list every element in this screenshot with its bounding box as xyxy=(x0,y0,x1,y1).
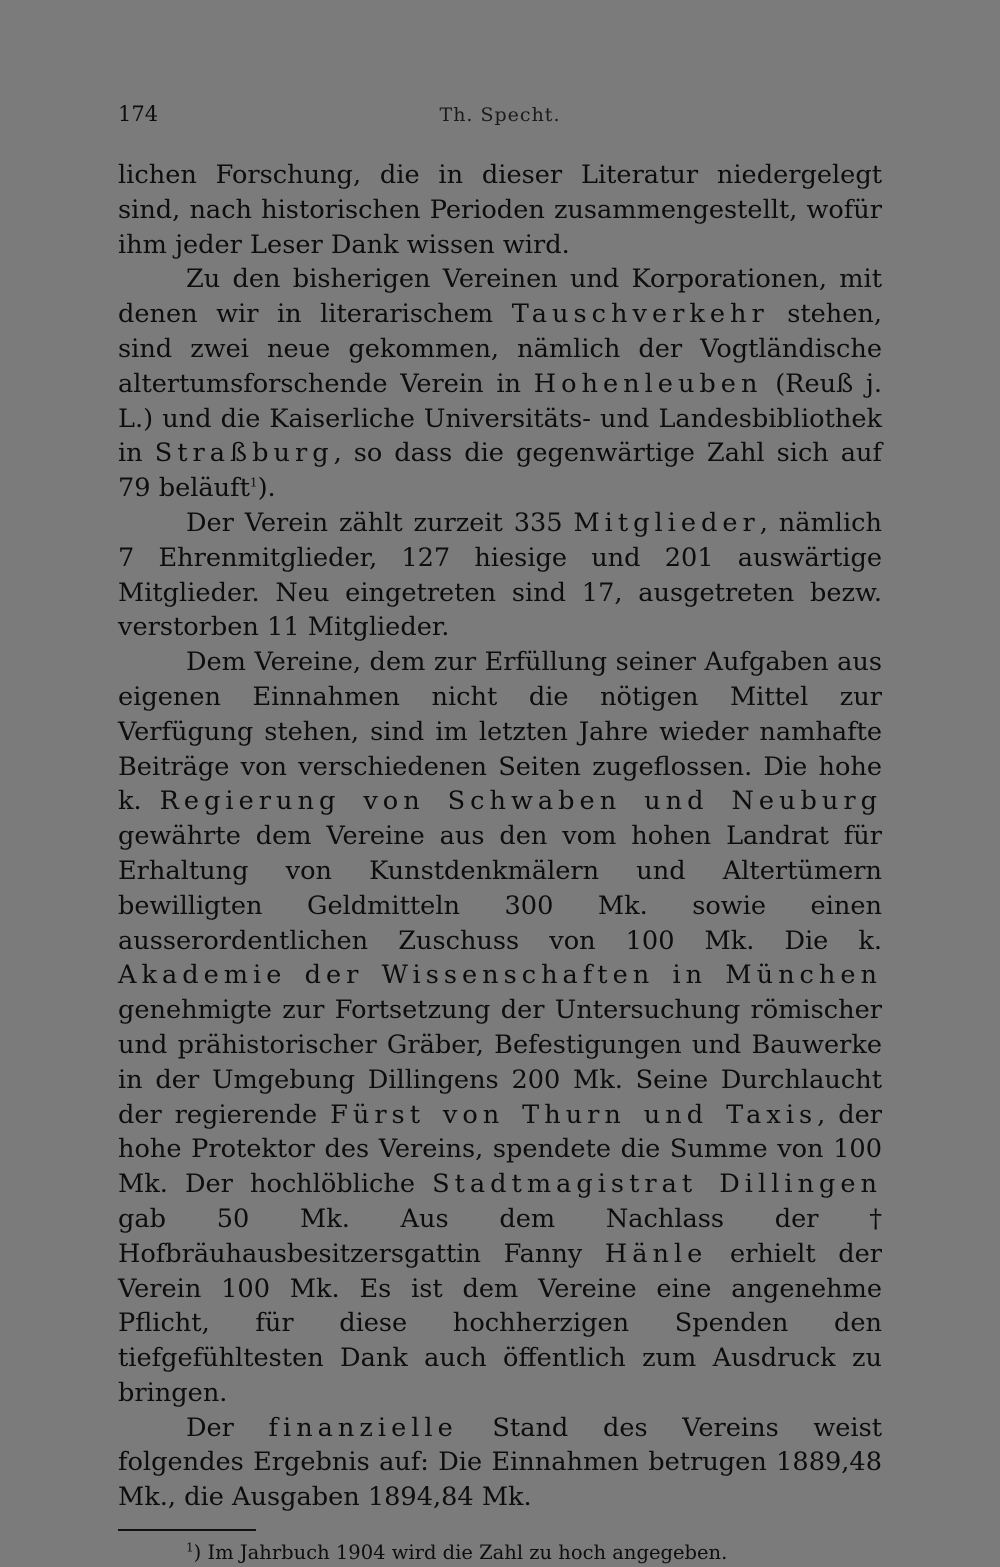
paragraph-2-text-e: (Reuß j. L.) und die Kaiserliche Universitäts- und Landesbibliothek in xyxy=(118,368,882,469)
paragraph-2-text-h: ). xyxy=(257,473,276,504)
spaced-term-tauschverkehr: Tauschverkehr xyxy=(511,299,769,330)
footnote-text: Im Jahrbuch 1904 wird die Zahl zu hoch angegeben. xyxy=(201,1541,728,1565)
spaced-term-finanzielle: finanzielle xyxy=(268,1412,458,1443)
body-text xyxy=(118,158,882,1515)
spaced-term-akademie: Akademie der Wissenschaften in München xyxy=(118,960,882,991)
spaced-term-mitglieder: Mitglieder xyxy=(573,507,760,538)
paragraph-3-text-a: Der Verein zählt zurzeit 335 xyxy=(186,507,574,538)
footnote-reference: 1 xyxy=(249,475,258,490)
paragraph-5 xyxy=(118,1411,882,1515)
spaced-term-regierung: Regierung von Schwaben und Neuburg xyxy=(159,786,882,817)
paragraph-2-text-c: stehen, sind zwei neue gekommen, nämlich der Vogtländische altertumsforschende Verein in xyxy=(118,299,883,399)
paragraph-2-text-g: , so dass die gegenwärtige Zahl sich auf 79 beläuft xyxy=(118,438,882,504)
paragraph-4-text-g: , der hohe Protektor des Vereins, spendete die Summe von 100 Mk. Der hochlöbliche xyxy=(118,1099,882,1200)
paragraph-3 xyxy=(118,506,882,645)
paragraph-3-text-c: , nämlich 7 Ehrenmitglieder, 127 hiesige und 201 auswärtige Mitglieder. Neu eingetreten sind 17, ausgetreten bezw. verstorben 11 Mitglieder. xyxy=(118,507,882,643)
running-head: Th. Specht. xyxy=(439,104,561,126)
paragraph-1-text: lichen Forschung, die in dieser Literatur niedergelegt sind, nach historischen Perioden zusammengestellt, wofür ihm jeder Leser Dank wissen wird. xyxy=(118,160,882,260)
paragraph-5-text-a: Der xyxy=(186,1412,269,1443)
page-header xyxy=(118,98,882,138)
spaced-term-hohenleuben: Hohenleuben xyxy=(533,368,763,399)
paragraph-4-text-i: gab 50 Mk. Aus dem Nachlass der † Hofbräuhausbesitzersgattin Fanny xyxy=(118,1203,882,1269)
paragraph-4-text-c: gewährte dem Vereine aus den vom hohen Landrat für Erhaltung von Kunstdenkmälern und Altertümern bewilligten Geldmitteln 300 Mk. sowie einen ausserordentlichen Zuschuss von 100 Mk. Die k. xyxy=(118,821,882,956)
paragraph-2-text-a: Zu den bisherigen Vereinen und Korporationen, mit denen wir in literarischem xyxy=(118,264,882,330)
paragraph-5-text-c: Stand des Vereins weist folgendes Ergebnis auf: Die Einnahmen betrugen 1889,48 Mk., die Ausgaben 1894,84 Mk. xyxy=(118,1412,882,1513)
paragraph-2 xyxy=(118,262,882,506)
footnote-rule xyxy=(118,1529,256,1531)
spaced-term-haenle: Hänle xyxy=(604,1238,708,1269)
spaced-term-strassburg: Straßburg xyxy=(154,438,334,469)
paragraph-4-text-a: Dem Vereine, dem zur Erfüllung seiner Aufgaben aus eigenen Einnahmen nicht die nötigen Mittel zur Verfügung stehen, sind im letzten Jahre wieder namhafte Beiträge von verschiedenen Seiten zugeflossen. Die hohe k. xyxy=(118,647,882,817)
paragraph-1 xyxy=(118,158,882,262)
paragraph-4-text-k: erhielt der Verein 100 Mk. Es ist dem Vereine eine angenehme Pflicht, für diese hochherzigen Spenden den tiefgefühltesten Dank auch öffentlich zum Ausdruck zu bringen. xyxy=(118,1238,882,1408)
paragraph-4 xyxy=(118,645,882,1411)
footnote-marker-close: ) xyxy=(193,1541,202,1565)
page-number: 174 xyxy=(118,102,159,126)
footnote-marker: 1 xyxy=(186,1540,194,1555)
paragraph-4-text-e: genehmigte zur Fortsetzung der Untersuchung römischer und prähistorischer Gräber, Befestigungen und Bauwerke in der Umgebung Dillingens 200 Mk. Seine Durchlaucht der regierende xyxy=(118,995,882,1130)
spaced-term-stadtmagistrat: Stadtmagistrat Dillingen xyxy=(432,1169,882,1200)
spaced-term-fuerst: Fürst von Thurn und Taxis xyxy=(330,1099,818,1130)
footnote xyxy=(118,1539,882,1567)
book-page xyxy=(118,98,882,1567)
